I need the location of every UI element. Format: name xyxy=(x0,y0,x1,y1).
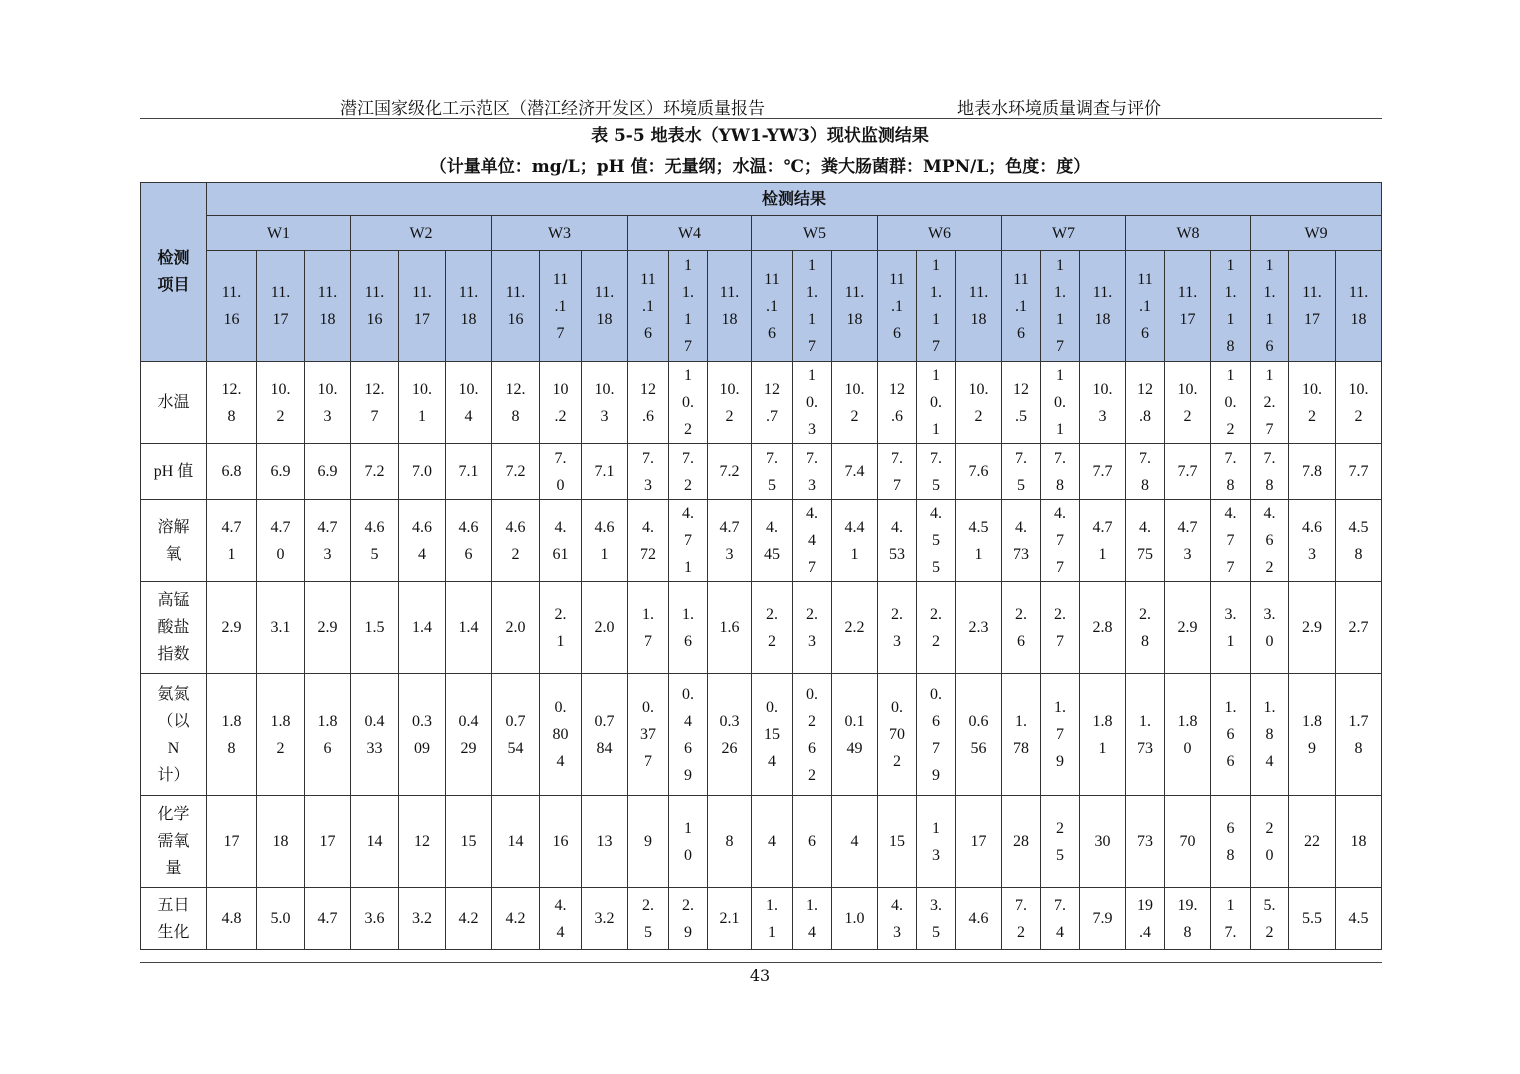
value-cell: 4. 3 xyxy=(878,888,917,950)
value-cell: 2. 3 xyxy=(878,582,917,674)
value-cell: 1 0. 1 xyxy=(917,362,956,444)
value-cell: 2.7 xyxy=(1336,582,1382,674)
value-cell: 1.8 2 xyxy=(257,674,305,796)
value-cell: 18 xyxy=(257,796,305,888)
value-cell: 7.4 xyxy=(832,444,878,500)
value-cell: 30 xyxy=(1080,796,1126,888)
date-header-cell: 1 1. 1 7 xyxy=(917,251,956,362)
value-cell: 12 .6 xyxy=(628,362,669,444)
value-cell: 7. 2 xyxy=(1002,888,1041,950)
value-cell: 7. 3 xyxy=(628,444,669,500)
value-cell: 2.9 xyxy=(305,582,351,674)
value-cell: 12 .6 xyxy=(878,362,917,444)
value-cell: 0.4 33 xyxy=(351,674,399,796)
date-header-cell: 11. 18 xyxy=(956,251,1002,362)
value-cell: 2.9 xyxy=(1289,582,1336,674)
value-cell: 1 0. 2 xyxy=(669,362,708,444)
date-header-cell: 11. 18 xyxy=(582,251,628,362)
table-row xyxy=(141,888,1382,950)
value-cell: 10. 3 xyxy=(305,362,351,444)
date-header-cell: 11. 17 xyxy=(1289,251,1336,362)
value-cell: 4.6 2 xyxy=(492,500,540,582)
value-cell: 1 0. 3 xyxy=(793,362,832,444)
row-label: 溶解 氧 xyxy=(141,500,207,582)
value-cell: 2. 5 xyxy=(628,888,669,950)
value-cell: 0. 80 4 xyxy=(540,674,582,796)
value-cell: 4.7 1 xyxy=(207,500,257,582)
date-header-cell: 11 .1 6 xyxy=(1126,251,1165,362)
value-cell: 4. 7 1 xyxy=(669,500,708,582)
value-cell: 4.5 8 xyxy=(1336,500,1382,582)
row-label: 化学 需氧 量 xyxy=(141,796,207,888)
value-cell: 1. 1 xyxy=(752,888,793,950)
value-cell: 7. 5 xyxy=(752,444,793,500)
value-cell: 2. 7 xyxy=(1041,582,1080,674)
date-header-cell: 11. 18 xyxy=(1080,251,1126,362)
value-cell: 7. 5 xyxy=(1002,444,1041,500)
page-header xyxy=(140,92,1382,118)
footer-divider xyxy=(140,962,1382,963)
date-header-cell: 11. 18 xyxy=(708,251,752,362)
value-cell: 17 xyxy=(956,796,1002,888)
value-cell: 28 xyxy=(1002,796,1041,888)
value-cell: 2.0 xyxy=(582,582,628,674)
value-cell: 7.7 xyxy=(1336,444,1382,500)
site-header-w3: W3 xyxy=(492,216,628,251)
value-cell: 1. 6 xyxy=(669,582,708,674)
value-cell: 7. 3 xyxy=(793,444,832,500)
value-cell: 2 5 xyxy=(1041,796,1080,888)
date-header-cell: 1 1. 1 7 xyxy=(1041,251,1080,362)
value-cell: 1. 6 6 xyxy=(1211,674,1251,796)
value-cell: 1 0 xyxy=(669,796,708,888)
value-cell: 1. 73 xyxy=(1126,674,1165,796)
value-cell: 4. 6 2 xyxy=(1251,500,1289,582)
value-cell: 0. 37 7 xyxy=(628,674,669,796)
value-cell: 4. 61 xyxy=(540,500,582,582)
value-cell: 1.0 xyxy=(832,888,878,950)
value-cell: 1.8 6 xyxy=(305,674,351,796)
row-label: 氨氮 （以 N 计） xyxy=(141,674,207,796)
value-cell: 15 xyxy=(446,796,492,888)
value-cell: 1. 8 4 xyxy=(1251,674,1289,796)
value-cell: 4.8 xyxy=(207,888,257,950)
value-cell: 14 xyxy=(492,796,540,888)
value-cell: 7.7 xyxy=(1165,444,1211,500)
value-cell: 10. 2 xyxy=(1336,362,1382,444)
value-cell: 2 0 xyxy=(1251,796,1289,888)
value-cell: 2. 3 xyxy=(793,582,832,674)
results-header-row xyxy=(141,183,1382,216)
value-cell: 7.6 xyxy=(956,444,1002,500)
value-cell: 0. 15 4 xyxy=(752,674,793,796)
date-header-cell: 11. 17 xyxy=(1165,251,1211,362)
date-header-cell: 11. 18 xyxy=(832,251,878,362)
value-cell: 0. 2 6 2 xyxy=(793,674,832,796)
table-row xyxy=(141,444,1382,500)
value-cell: 0.4 29 xyxy=(446,674,492,796)
value-cell: 2.3 xyxy=(956,582,1002,674)
value-cell: 0.1 49 xyxy=(832,674,878,796)
date-header-row xyxy=(141,251,1382,362)
value-cell: 4 xyxy=(752,796,793,888)
value-cell: 4. 72 xyxy=(628,500,669,582)
value-cell: 4. 4 xyxy=(540,888,582,950)
value-cell: 7.2 xyxy=(351,444,399,500)
table-row xyxy=(141,796,1382,888)
value-cell: 17 xyxy=(305,796,351,888)
value-cell: 8 xyxy=(708,796,752,888)
value-cell: 10. 1 xyxy=(399,362,446,444)
value-cell: 1.8 0 xyxy=(1165,674,1211,796)
value-cell: 2.9 xyxy=(1165,582,1211,674)
value-cell: 4. 7 7 xyxy=(1211,500,1251,582)
value-cell: 4. 53 xyxy=(878,500,917,582)
date-header-cell: 11. 18 xyxy=(446,251,492,362)
date-header-cell: 11. 16 xyxy=(207,251,257,362)
value-cell: 12. 8 xyxy=(492,362,540,444)
value-cell: 1 0. 2 xyxy=(1211,362,1251,444)
value-cell: 1. 4 xyxy=(793,888,832,950)
value-cell: 7.9 xyxy=(1080,888,1126,950)
date-header-cell: 11 .1 6 xyxy=(628,251,669,362)
date-header-cell: 11. 18 xyxy=(305,251,351,362)
value-cell: 1 2. 7 xyxy=(1251,362,1289,444)
value-cell: 0.7 54 xyxy=(492,674,540,796)
value-cell: 7. 8 xyxy=(1211,444,1251,500)
value-cell: 0. 70 2 xyxy=(878,674,917,796)
value-cell: 1. 7 xyxy=(628,582,669,674)
value-cell: 3.1 xyxy=(257,582,305,674)
row-label: 五日 生化 xyxy=(141,888,207,950)
value-cell: 2. 2 xyxy=(752,582,793,674)
value-cell: 10. 3 xyxy=(582,362,628,444)
value-cell: 3.6 xyxy=(351,888,399,950)
value-cell: 0. 6 7 9 xyxy=(917,674,956,796)
date-header-cell: 1 1. 1 8 xyxy=(1211,251,1251,362)
value-cell: 1 3 xyxy=(917,796,956,888)
value-cell: 4. 45 xyxy=(752,500,793,582)
site-header-w6: W6 xyxy=(878,216,1002,251)
value-cell: 12 .5 xyxy=(1002,362,1041,444)
value-cell: 3. 5 xyxy=(917,888,956,950)
value-cell: 7.2 xyxy=(492,444,540,500)
value-cell: 6 8 xyxy=(1211,796,1251,888)
site-header-w2: W2 xyxy=(351,216,492,251)
value-cell: 2.8 xyxy=(1080,582,1126,674)
value-cell: 10. 2 xyxy=(1289,362,1336,444)
value-cell: 4.6 5 xyxy=(351,500,399,582)
date-header-cell: 11. 16 xyxy=(492,251,540,362)
value-cell: 10 .2 xyxy=(540,362,582,444)
value-cell: 9 xyxy=(628,796,669,888)
table-row xyxy=(141,500,1382,582)
results-header: 检测结果 xyxy=(207,183,1382,216)
value-cell: 4.2 xyxy=(492,888,540,950)
value-cell: 5. 2 xyxy=(1251,888,1289,950)
value-cell: 4.5 xyxy=(1336,888,1382,950)
value-cell: 6.9 xyxy=(305,444,351,500)
value-cell: 1.4 xyxy=(399,582,446,674)
value-cell: 7.0 xyxy=(399,444,446,500)
value-cell: 4 xyxy=(832,796,878,888)
value-cell: 7. 8 xyxy=(1251,444,1289,500)
header-report-title: 潜江国家级化工示范区（潜江经济开发区）环境质量报告 xyxy=(340,99,765,119)
value-cell: 2.1 xyxy=(708,888,752,950)
value-cell: 3.2 xyxy=(399,888,446,950)
value-cell: 0. 4 6 9 xyxy=(669,674,708,796)
value-cell: 4.7 3 xyxy=(305,500,351,582)
value-cell: 1.8 9 xyxy=(1289,674,1336,796)
value-cell: 19 .4 xyxy=(1126,888,1165,950)
value-cell: 18 xyxy=(1336,796,1382,888)
value-cell: 1 0. 1 xyxy=(1041,362,1080,444)
value-cell: 12. 8 xyxy=(207,362,257,444)
monitoring-results-table xyxy=(140,182,1382,950)
value-cell: 2.2 xyxy=(832,582,878,674)
value-cell: 4. 4 7 xyxy=(793,500,832,582)
value-cell: 4.5 1 xyxy=(956,500,1002,582)
value-cell: 7. 4 xyxy=(1041,888,1080,950)
value-cell: 22 xyxy=(1289,796,1336,888)
table-row xyxy=(141,362,1382,444)
value-cell: 10. 3 xyxy=(1080,362,1126,444)
item-header: 检测 项目 xyxy=(141,183,207,362)
value-cell: 1.7 8 xyxy=(1336,674,1382,796)
value-cell: 10. 2 xyxy=(1165,362,1211,444)
value-cell: 4.7 1 xyxy=(1080,500,1126,582)
value-cell: 12 .8 xyxy=(1126,362,1165,444)
value-cell: 15 xyxy=(878,796,917,888)
value-cell: 7. 2 xyxy=(669,444,708,500)
date-header-cell: 1 1. 1 6 xyxy=(1251,251,1289,362)
date-header-cell: 1 1. 1 7 xyxy=(793,251,832,362)
value-cell: 4.2 xyxy=(446,888,492,950)
value-cell: 7.8 xyxy=(1289,444,1336,500)
value-cell: 3.2 xyxy=(582,888,628,950)
site-header-w4: W4 xyxy=(628,216,752,251)
page-number: 43 xyxy=(749,966,771,985)
row-label: 高锰 酸盐 指数 xyxy=(141,582,207,674)
date-header-cell: 1 1. 1 7 xyxy=(669,251,708,362)
date-header-cell: 11. 16 xyxy=(351,251,399,362)
value-cell: 6.9 xyxy=(257,444,305,500)
value-cell: 5.0 xyxy=(257,888,305,950)
value-cell: 1.6 xyxy=(708,582,752,674)
value-cell: 1.4 xyxy=(446,582,492,674)
table-units-note: （计量单位：mg/L；pH 值：无量纲；水温：℃；粪大肠菌群：MPN/L；色度：度） xyxy=(429,157,1091,177)
value-cell: 4. 5 5 xyxy=(917,500,956,582)
table-title: 表 5-5 地表水（YW1-YW3）现状监测结果 xyxy=(591,126,929,146)
value-cell: 3. 0 xyxy=(1251,582,1289,674)
value-cell: 6.8 xyxy=(207,444,257,500)
value-cell: 4. 75 xyxy=(1126,500,1165,582)
value-cell: 7.1 xyxy=(582,444,628,500)
value-cell: 4.7 3 xyxy=(708,500,752,582)
header-section-title: 地表水环境质量调查与评价 xyxy=(957,99,1161,119)
value-cell: 7. 8 xyxy=(1126,444,1165,500)
table-row xyxy=(141,674,1382,796)
value-cell: 2. 1 xyxy=(540,582,582,674)
value-cell: 0.3 26 xyxy=(708,674,752,796)
value-cell: 4.6 xyxy=(956,888,1002,950)
value-cell: 7.1 xyxy=(446,444,492,500)
value-cell: 2. 8 xyxy=(1126,582,1165,674)
value-cell: 73 xyxy=(1126,796,1165,888)
value-cell: 4. 73 xyxy=(1002,500,1041,582)
value-cell: 13 xyxy=(582,796,628,888)
value-cell: 70 xyxy=(1165,796,1211,888)
site-header-row xyxy=(141,216,1382,251)
value-cell: 2. 2 xyxy=(917,582,956,674)
value-cell: 4.6 3 xyxy=(1289,500,1336,582)
table-row xyxy=(141,582,1382,674)
date-header-cell: 11. 17 xyxy=(399,251,446,362)
row-label: pH 值 xyxy=(141,444,207,500)
value-cell: 7. 7 xyxy=(878,444,917,500)
value-cell: 14 xyxy=(351,796,399,888)
date-header-cell: 11 .1 7 xyxy=(540,251,582,362)
value-cell: 7. 8 xyxy=(1041,444,1080,500)
value-cell: 10. 2 xyxy=(956,362,1002,444)
value-cell: 1.8 1 xyxy=(1080,674,1126,796)
value-cell: 4.7 3 xyxy=(1165,500,1211,582)
value-cell: 2. 6 xyxy=(1002,582,1041,674)
value-cell: 16 xyxy=(540,796,582,888)
value-cell: 10. 4 xyxy=(446,362,492,444)
value-cell: 4.6 1 xyxy=(582,500,628,582)
value-cell: 2.9 xyxy=(207,582,257,674)
site-header-w5: W5 xyxy=(752,216,878,251)
value-cell: 1.5 xyxy=(351,582,399,674)
value-cell: 12 xyxy=(399,796,446,888)
value-cell: 6 xyxy=(793,796,832,888)
value-cell: 0.7 84 xyxy=(582,674,628,796)
date-header-cell: 11. 17 xyxy=(257,251,305,362)
value-cell: 10. 2 xyxy=(832,362,878,444)
date-header-cell: 11 .1 6 xyxy=(878,251,917,362)
row-label: 水温 xyxy=(141,362,207,444)
value-cell: 4.6 6 xyxy=(446,500,492,582)
value-cell: 4.4 1 xyxy=(832,500,878,582)
value-cell: 1. 78 xyxy=(1002,674,1041,796)
value-cell: 1.8 8 xyxy=(207,674,257,796)
value-cell: 10. 2 xyxy=(708,362,752,444)
value-cell: 7.2 xyxy=(708,444,752,500)
date-header-cell: 11 .1 6 xyxy=(1002,251,1041,362)
value-cell: 4.7 xyxy=(305,888,351,950)
value-cell: 1. 7 9 xyxy=(1041,674,1080,796)
site-header-w7: W7 xyxy=(1002,216,1126,251)
site-header-w9: W9 xyxy=(1251,216,1382,251)
value-cell: 7. 0 xyxy=(540,444,582,500)
header-divider xyxy=(140,118,1382,119)
date-header-cell: 11. 18 xyxy=(1336,251,1382,362)
value-cell: 10. 2 xyxy=(257,362,305,444)
value-cell: 4.7 0 xyxy=(257,500,305,582)
value-cell: 0.3 09 xyxy=(399,674,446,796)
value-cell: 17 xyxy=(207,796,257,888)
value-cell: 3. 1 xyxy=(1211,582,1251,674)
value-cell: 7. 5 xyxy=(917,444,956,500)
value-cell: 4.6 4 xyxy=(399,500,446,582)
value-cell: 19. 8 xyxy=(1165,888,1211,950)
value-cell: 5.5 xyxy=(1289,888,1336,950)
date-header-cell: 11 .1 6 xyxy=(752,251,793,362)
site-header-w8: W8 xyxy=(1126,216,1251,251)
value-cell: 7.7 xyxy=(1080,444,1126,500)
value-cell: 4. 7 7 xyxy=(1041,500,1080,582)
value-cell: 12. 7 xyxy=(351,362,399,444)
value-cell: 1 7. xyxy=(1211,888,1251,950)
site-header-w1: W1 xyxy=(207,216,351,251)
value-cell: 2. 9 xyxy=(669,888,708,950)
value-cell: 12 .7 xyxy=(752,362,793,444)
value-cell: 0.6 56 xyxy=(956,674,1002,796)
value-cell: 2.0 xyxy=(492,582,540,674)
